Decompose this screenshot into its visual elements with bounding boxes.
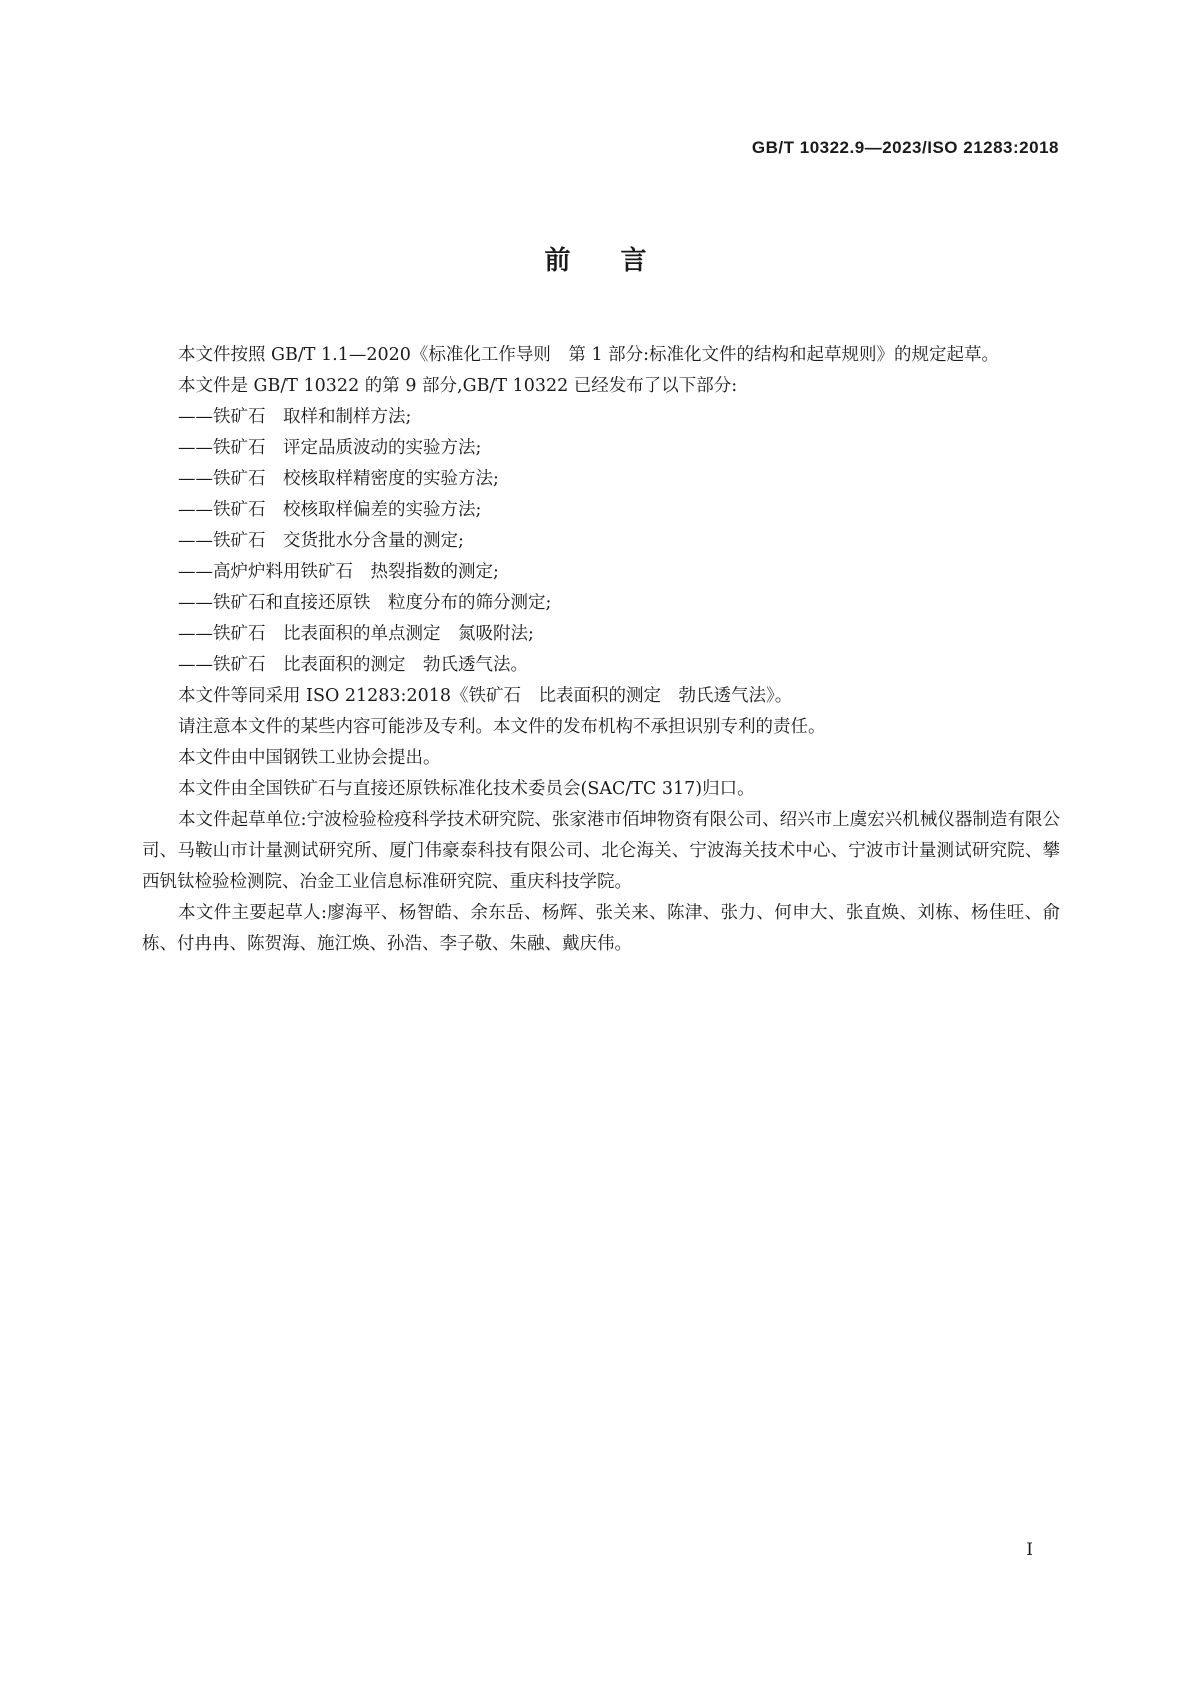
foreword-body — [142, 340, 1060, 960]
list-item: ——铁矿石 比表面积的测定 勃氏透气法。 — [178, 655, 528, 675]
list-item: ——铁矿石 评定品质波动的实验方法; — [178, 438, 482, 458]
list-item: ——高炉炉料用铁矿石 热裂指数的测定; — [178, 562, 499, 582]
page-number: I — [1026, 1540, 1033, 1560]
page-title: 前言 — [544, 246, 697, 276]
list-item: ——铁矿石 取样和制样方法; — [178, 407, 412, 427]
drafters-paragraph: 本文件主要起草人:廖海平、杨智皓、余东岳、杨辉、张关来、陈津、张力、何申大、张直焕、刘栋、杨佳旺、俞栋、付冉冉、陈贺海、施江焕、孙浩、李子敬、朱融、戴庆伟。 — [142, 903, 1060, 954]
list-item: ——铁矿石 交货批水分含量的测定; — [178, 531, 464, 551]
list-item: ——铁矿石和直接还原铁 粒度分布的筛分测定; — [178, 593, 552, 613]
body-paragraph: 本文件由全国铁矿石与直接还原铁标准化技术委员会(SAC/TC 317)归口。 — [178, 779, 755, 799]
standard-code: GB/T 10322.9—2023/ISO 21283:2018 — [751, 138, 1059, 157]
list-item: ——铁矿石 校核取样精密度的实验方法; — [178, 469, 499, 489]
parts-list — [142, 402, 1060, 681]
list-item: ——铁矿石 比表面积的单点测定 氮吸附法; — [178, 624, 534, 644]
list-item: ——铁矿石 校核取样偏差的实验方法; — [178, 500, 482, 520]
drafting-units-paragraph: 本文件起草单位:宁波检验检疫科学技术研究院、张家港市佰坤物资有限公司、绍兴市上虞宏兴机械仪器制造有限公司、马鞍山市计量测试研究所、厦门伟豪泰科技有限公司、北仑海关、宁波海关技术中心、宁波市计量测试研究院、攀西钒钛检验检测院、冶金工业信息标准研究院、重庆科技学院。 — [142, 810, 1060, 892]
body-paragraph: 本文件由中国钢铁工业协会提出。 — [178, 748, 441, 768]
intro-paragraph: 本文件按照 GB/T 1.1—2020《标准化工作导则 第 1 部分:标准化文件的结构和起草规则》的规定起草。 — [178, 345, 1000, 365]
body-paragraph: 请注意本文件的某些内容可能涉及专利。本文件的发布机构不承担识别专利的责任。 — [178, 717, 826, 737]
intro-paragraph: 本文件是 GB/T 10322 的第 9 部分,GB/T 10322 已经发布了以下部分: — [178, 376, 738, 396]
body-paragraph: 本文件等同采用 ISO 21283:2018《铁矿石 比表面积的测定 勃氏透气法》。 — [178, 686, 793, 706]
